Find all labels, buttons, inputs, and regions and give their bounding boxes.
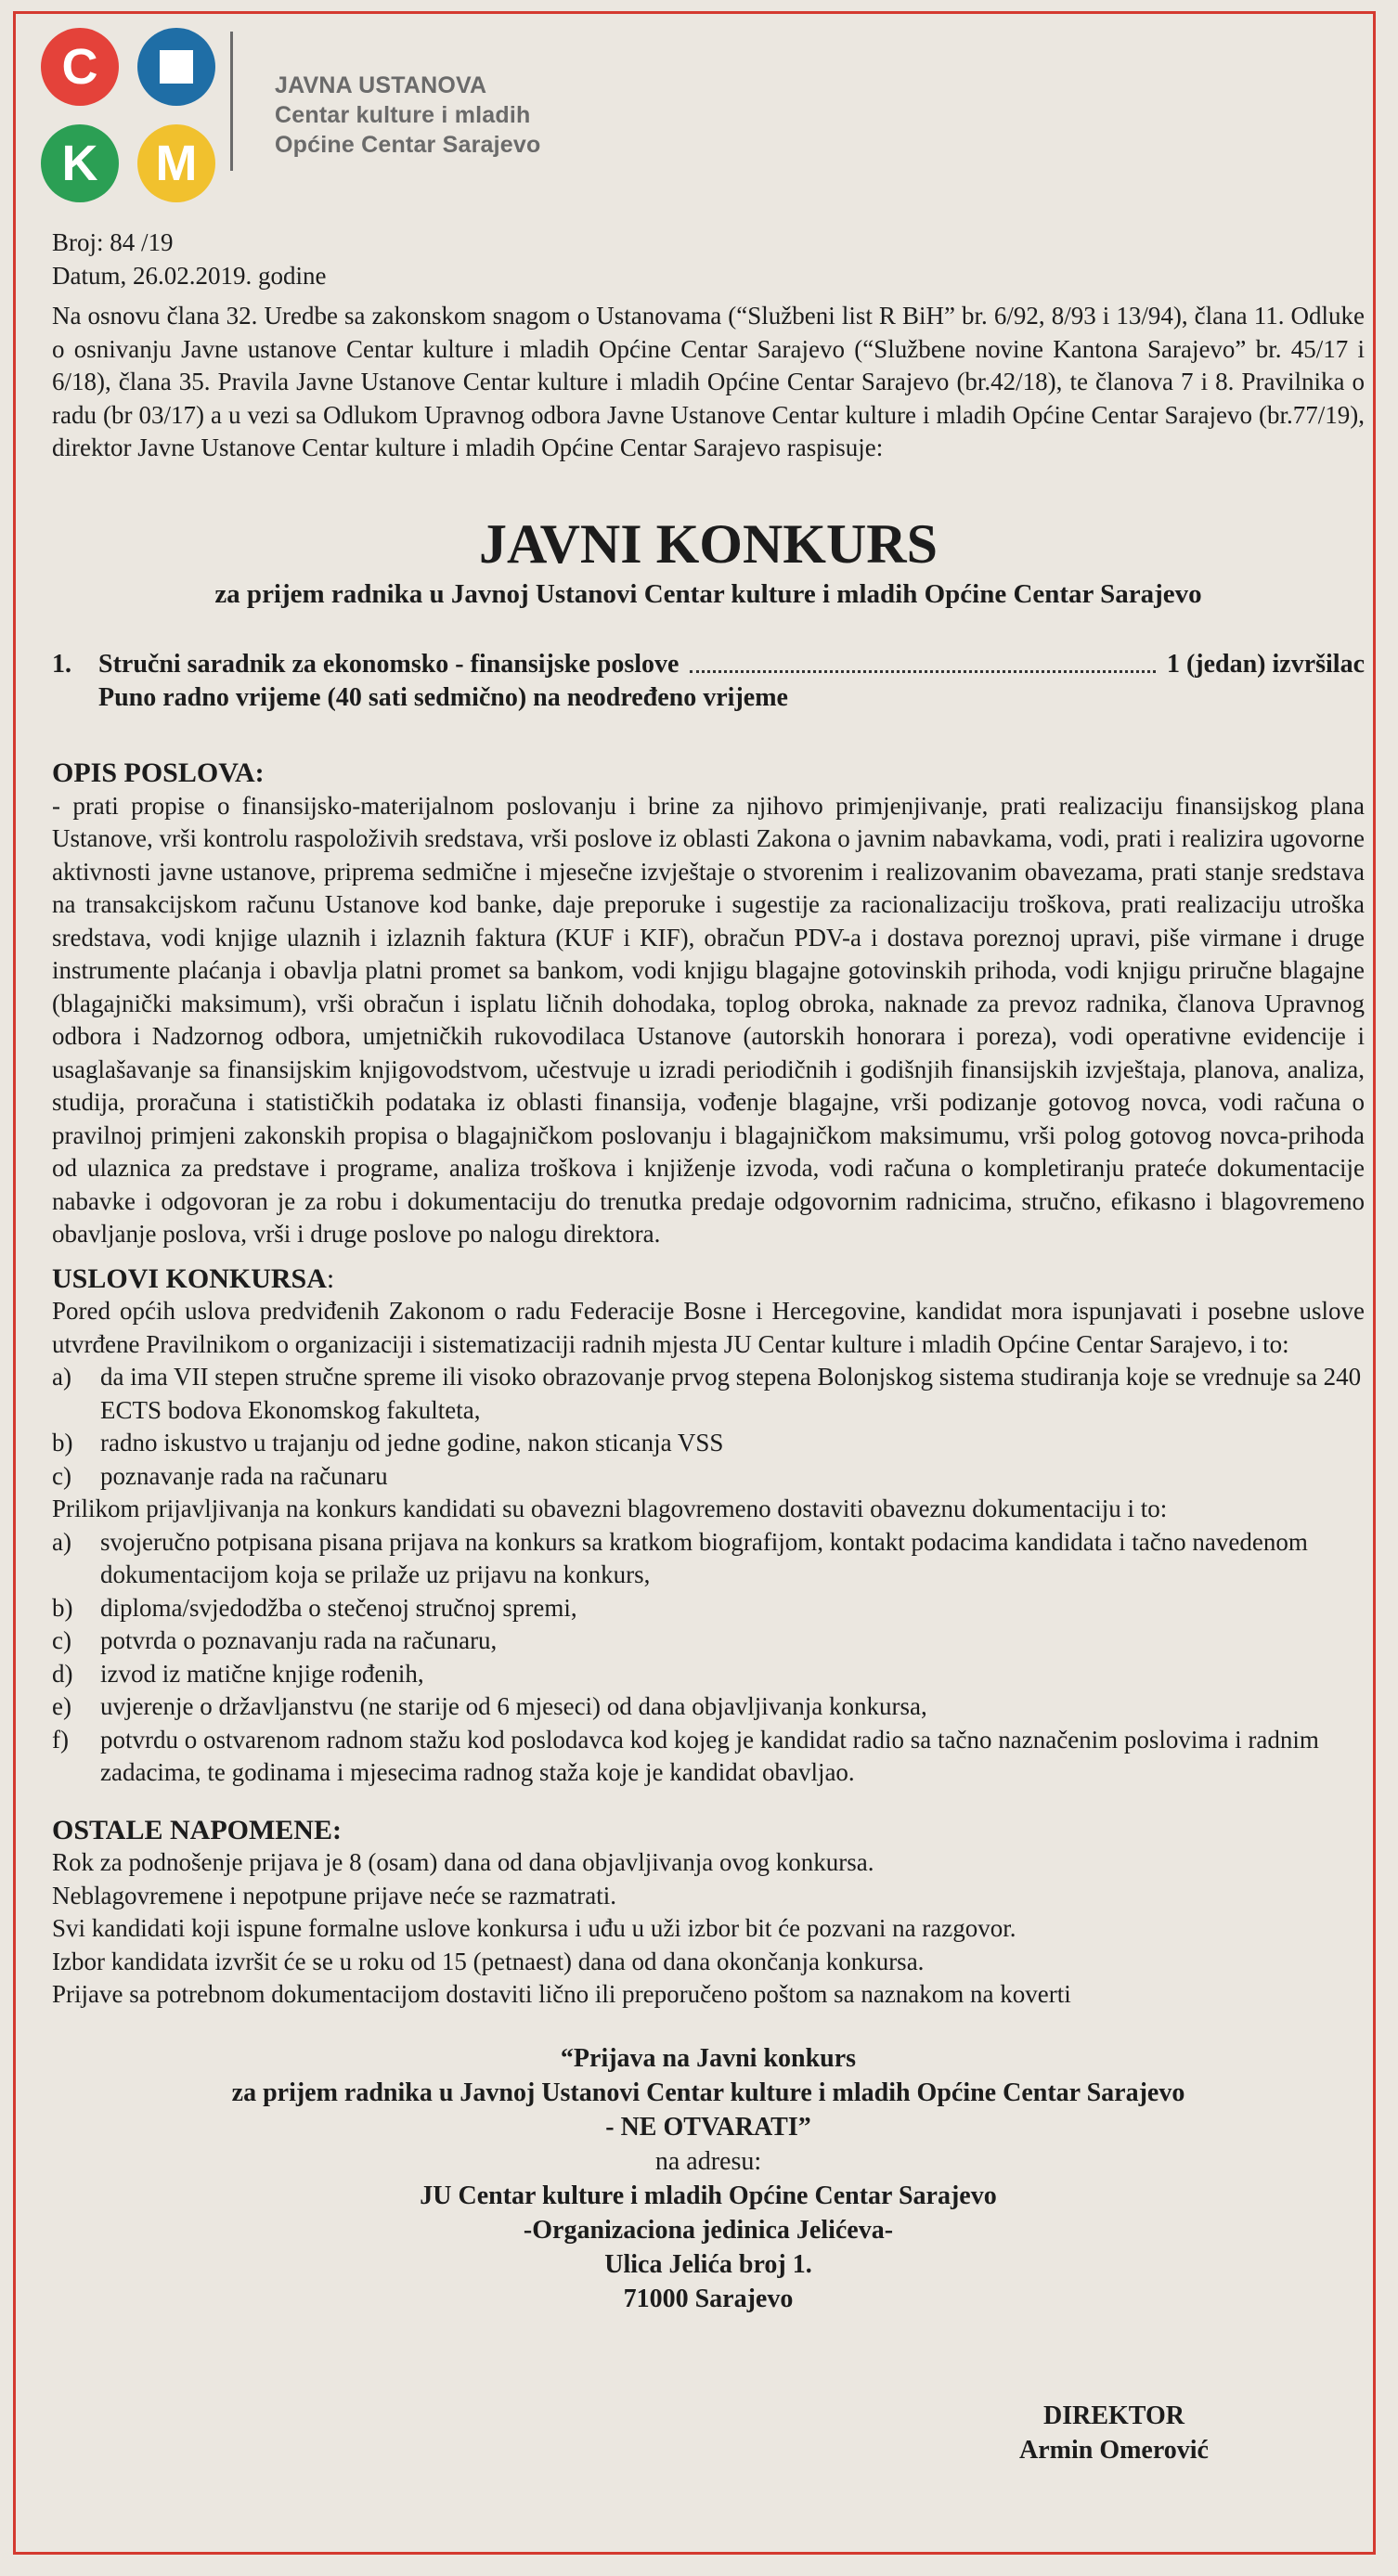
signature-role: DIREKTOR [1043,2401,1184,2430]
note-line: Rok za podnošenje prijava je 8 (osam) dana od dana objavljivanja ovog konkursa. [52,1848,874,1876]
list-item: a) da ima VII stepen stručne spreme ili visoko obrazovanje prvog stepena Bolonjskog sistema studiranja koje se vrednuje sa 240 ECTS bodova Ekonomskog fakulteta, [52,1363,1362,1424]
institution-name [275,71,540,160]
documents-intro: Prilikom prijavljivanja na konkurs kandidati su obavezni blagovremeno dostaviti obaveznu dokumentaciju i to: [52,1495,1168,1522]
ckm-logo [41,28,236,214]
document-date: Datum, 26.02.2019. godine [52,261,327,290]
logo-c-circle: C [41,28,119,106]
envelope-line: JU Centar kulture i mladih Općine Centar Sarajevo [420,2181,997,2210]
list-item: a) svojeručno potpisana pisana prijava na konkurs sa kratkom biografijom, kontakt podacima kandidata i tačno navedenom dokumentacijom koja se prilaže uz prijavu na konkurs, [52,1527,1308,1588]
list-item: c) poznavanje rada na računaru [52,1461,388,1490]
reference-number: Broj: 84 /19 [52,228,174,256]
institution-line-2: Centar kulture i mladih [275,102,531,128]
note-line: Neblagovremene i nepotpune prijave neće se razmatrati. [52,1881,616,1909]
list-item: d) izvod iz matične knjige rođenih, [52,1659,424,1688]
position-hours: Puno radno vrijeme (40 sati sedmično) na neodređeno vrijeme [98,682,788,712]
conditions-intro: Pored općih uslova predviđenih Zakonom o radu Federacije Bosne i Hercegovine, kandidat mora ispunjavati i posebne uslove utvrđene Pravilnikom o organizaciji i sistematizaciji radnih mjesta JU Centar kulture i mladih Općine Centar Sarajevo, i to: [52,1297,1365,1358]
note-line: Izbor kandidata izvršit će se u roku od 15 (petnaest) dana od dana okončanja konkursa. [52,1947,925,1975]
position-name: Stručni saradnik za ekonomsko - finansijske poslove [98,650,680,679]
position-number: 1. [52,650,71,679]
list-item: f) potvrdu o ostvarenom radnom stažu kod poslodavca kod kojeg je kandidat radio sa tačno naznačenim poslovima i radnim zadacima, te godinama i mjesecima radnog staža koje je kandidat obavljao. [52,1725,1319,1786]
envelope-line: - NE OTVARATI” [605,2112,811,2142]
note-line: Prijave sa potrebnom dokumentacijom dostaviti lično ili preporučeno poštom sa naznakom na koverti [52,1980,1071,2008]
envelope-line: -Organizaciona jedinica Jelićeva- [523,2215,894,2245]
envelope-address-block [52,2041,1365,2316]
list-item: e) uvjerenje o državljanstvu (ne starije od 6 mjeseci) od dana objavljivanja konkursa, [52,1692,927,1720]
conditions-heading: USLOVI KONKURSA: [52,1262,335,1294]
note-line: Svi kandidati koji ispune formalne uslove konkursa i uđu u uži izbor bit će pozvani na razgovor. [52,1914,1016,1942]
dotted-leader [690,648,1156,673]
announcement-subtitle: za prijem radnika u Javnoj Ustanovi Centar kulture i mladih Općine Centar Sarajevo [214,578,1202,609]
institution-line-1: JAVNA USTANOVA [275,72,487,98]
legal-basis-paragraph: Na osnovu člana 32. Uredbe sa zakonskom snagom o Ustanovama (“Službeni list R BiH” br. 6/92, 8/93 i 13/94), člana 11. Odluke o osnivanju Javne ustanove Centar kulture i mladih Općine Centar Sarajevo (“Službene novine Kantona Sarajevo” br. 45/17 i 6/18), člana 35. Pravila Javne Ustanove Centar kulture i mladih Općine Centar Sarajevo (br.42/18), te članova 7 i 8. Pravilnika o radu (br 03/17) a u vezi sa Odlukom Upravnog odbora Javne Ustanove Centar kulture i mladih Općine Centar Sarajevo (br.77/19), direktor Javne Ustanove Centar kulture i mladih Općine Centar Sarajevo raspisuje: [52,302,1365,461]
position-count: 1 (jedan) izvršilac [1166,650,1365,679]
envelope-line: 71000 Sarajevo [623,2284,794,2313]
logo-square-circle [137,28,215,106]
institution-line-3: Općine Centar Sarajevo [275,132,541,158]
logo-m-circle: M [137,124,215,202]
conditions-list [52,1361,1365,1493]
documents-list [52,1526,1365,1790]
signature-name: Armin Omerović [1019,2436,1209,2465]
position-line [52,648,1365,681]
logo-k-circle: K [41,124,119,202]
logo-square-icon [160,50,193,84]
list-item: b) radno iskustvo u trajanju od jedne godine, nakon sticanja VSS [52,1429,724,1456]
announcement-title: JAVNI KONKURS [479,512,938,575]
list-item: b) diploma/svjedodžba o stečenoj stručnoj spremi, [52,1593,577,1622]
document-body [52,227,1365,2316]
signature-block [993,2399,1235,2467]
envelope-line: “Prijava na Javni konkurs [560,2043,857,2073]
envelope-line: na adresu: [654,2146,762,2176]
job-description-text: - prati propise o finansijsko-materijalnom poslovanju i brine za njihovo primjenjivanje, prati realizaciju finansijskog plana Ustanove, vrši kontrolu raspoloživih sredstava, vrši poslove iz oblasti Zakona o javnim nabavkama, vodi, prati i realizira ugovorne aktivnosti javne ustanove, pripremа sedmične i mjesečne izvještaje o stvorenim i realizovanim obavezama, prati stanje sredstava na transakcijskom računu Ustanove kod banke, daje preporuke i sugestije za racionalizaciju troškova, prati realizaciju utroška sredstava, vodi knjige ulaznih i izlaznih faktura (KUF i KIF), obračun PDV-a i dostava poreznoj upravi, piše virmane i druge instrumente plaćanja i obavlja platni promet sa bankom, vodi knjigu blagajne gotovinskih prihoda, vodi knjigu priručne blagajne (blagajnički maksimum), vrši obračun i isplatu ličnih dohodaka, toplog obroka, naknade za prevoz radnika, članova Upravnog odbora i Nadzornog odbora, umjetničkih rukovodilaca Ustanove (autorskih honorara i poreza), vodi operativne evidencije i usaglašavanje sa finansijskim knjigovodstvom, učestvuje u izradi periodičnih i godišnjih finansijskih izvještaja, planova, analiza, studija, proračuna i statističkih podataka iz oblasti finansija, vođenje blagajne, vrši podizanje gotovog novca, vodi računa o pravilnoj primjeni zakonskih propisa o blagajničkom poslovanju i blagajničkom maksimumu, vrši polog gotovog novca-prihoda od ulaznica za predstave i programe, analiza troškova i knjiženje izvoda, vodi računa o kompletiranju prateće dokumentacije nabavke i odgovoran je za robu i dokumentaciju do trenutka predaje odgovornim radnicima, stručno, efikasno i blagovremeno obavljanje poslova, vrši i druge poslove po nalogu direktora. [52,791,1365,1248]
job-description-heading: OPIS POSLOVA: [52,757,265,788]
list-item: c) potvrda o poznavanju rada na računaru, [52,1626,498,1654]
envelope-line: za prijem radnika u Javnoj Ustanovi Centar kulture i mladih Općine Centar Sarajevo [231,2078,1185,2107]
other-notes-heading: OSTALE NAPOMENE: [52,1814,342,1845]
logo-divider [230,32,233,171]
envelope-line: Ulica Jelića broj 1. [604,2249,812,2279]
